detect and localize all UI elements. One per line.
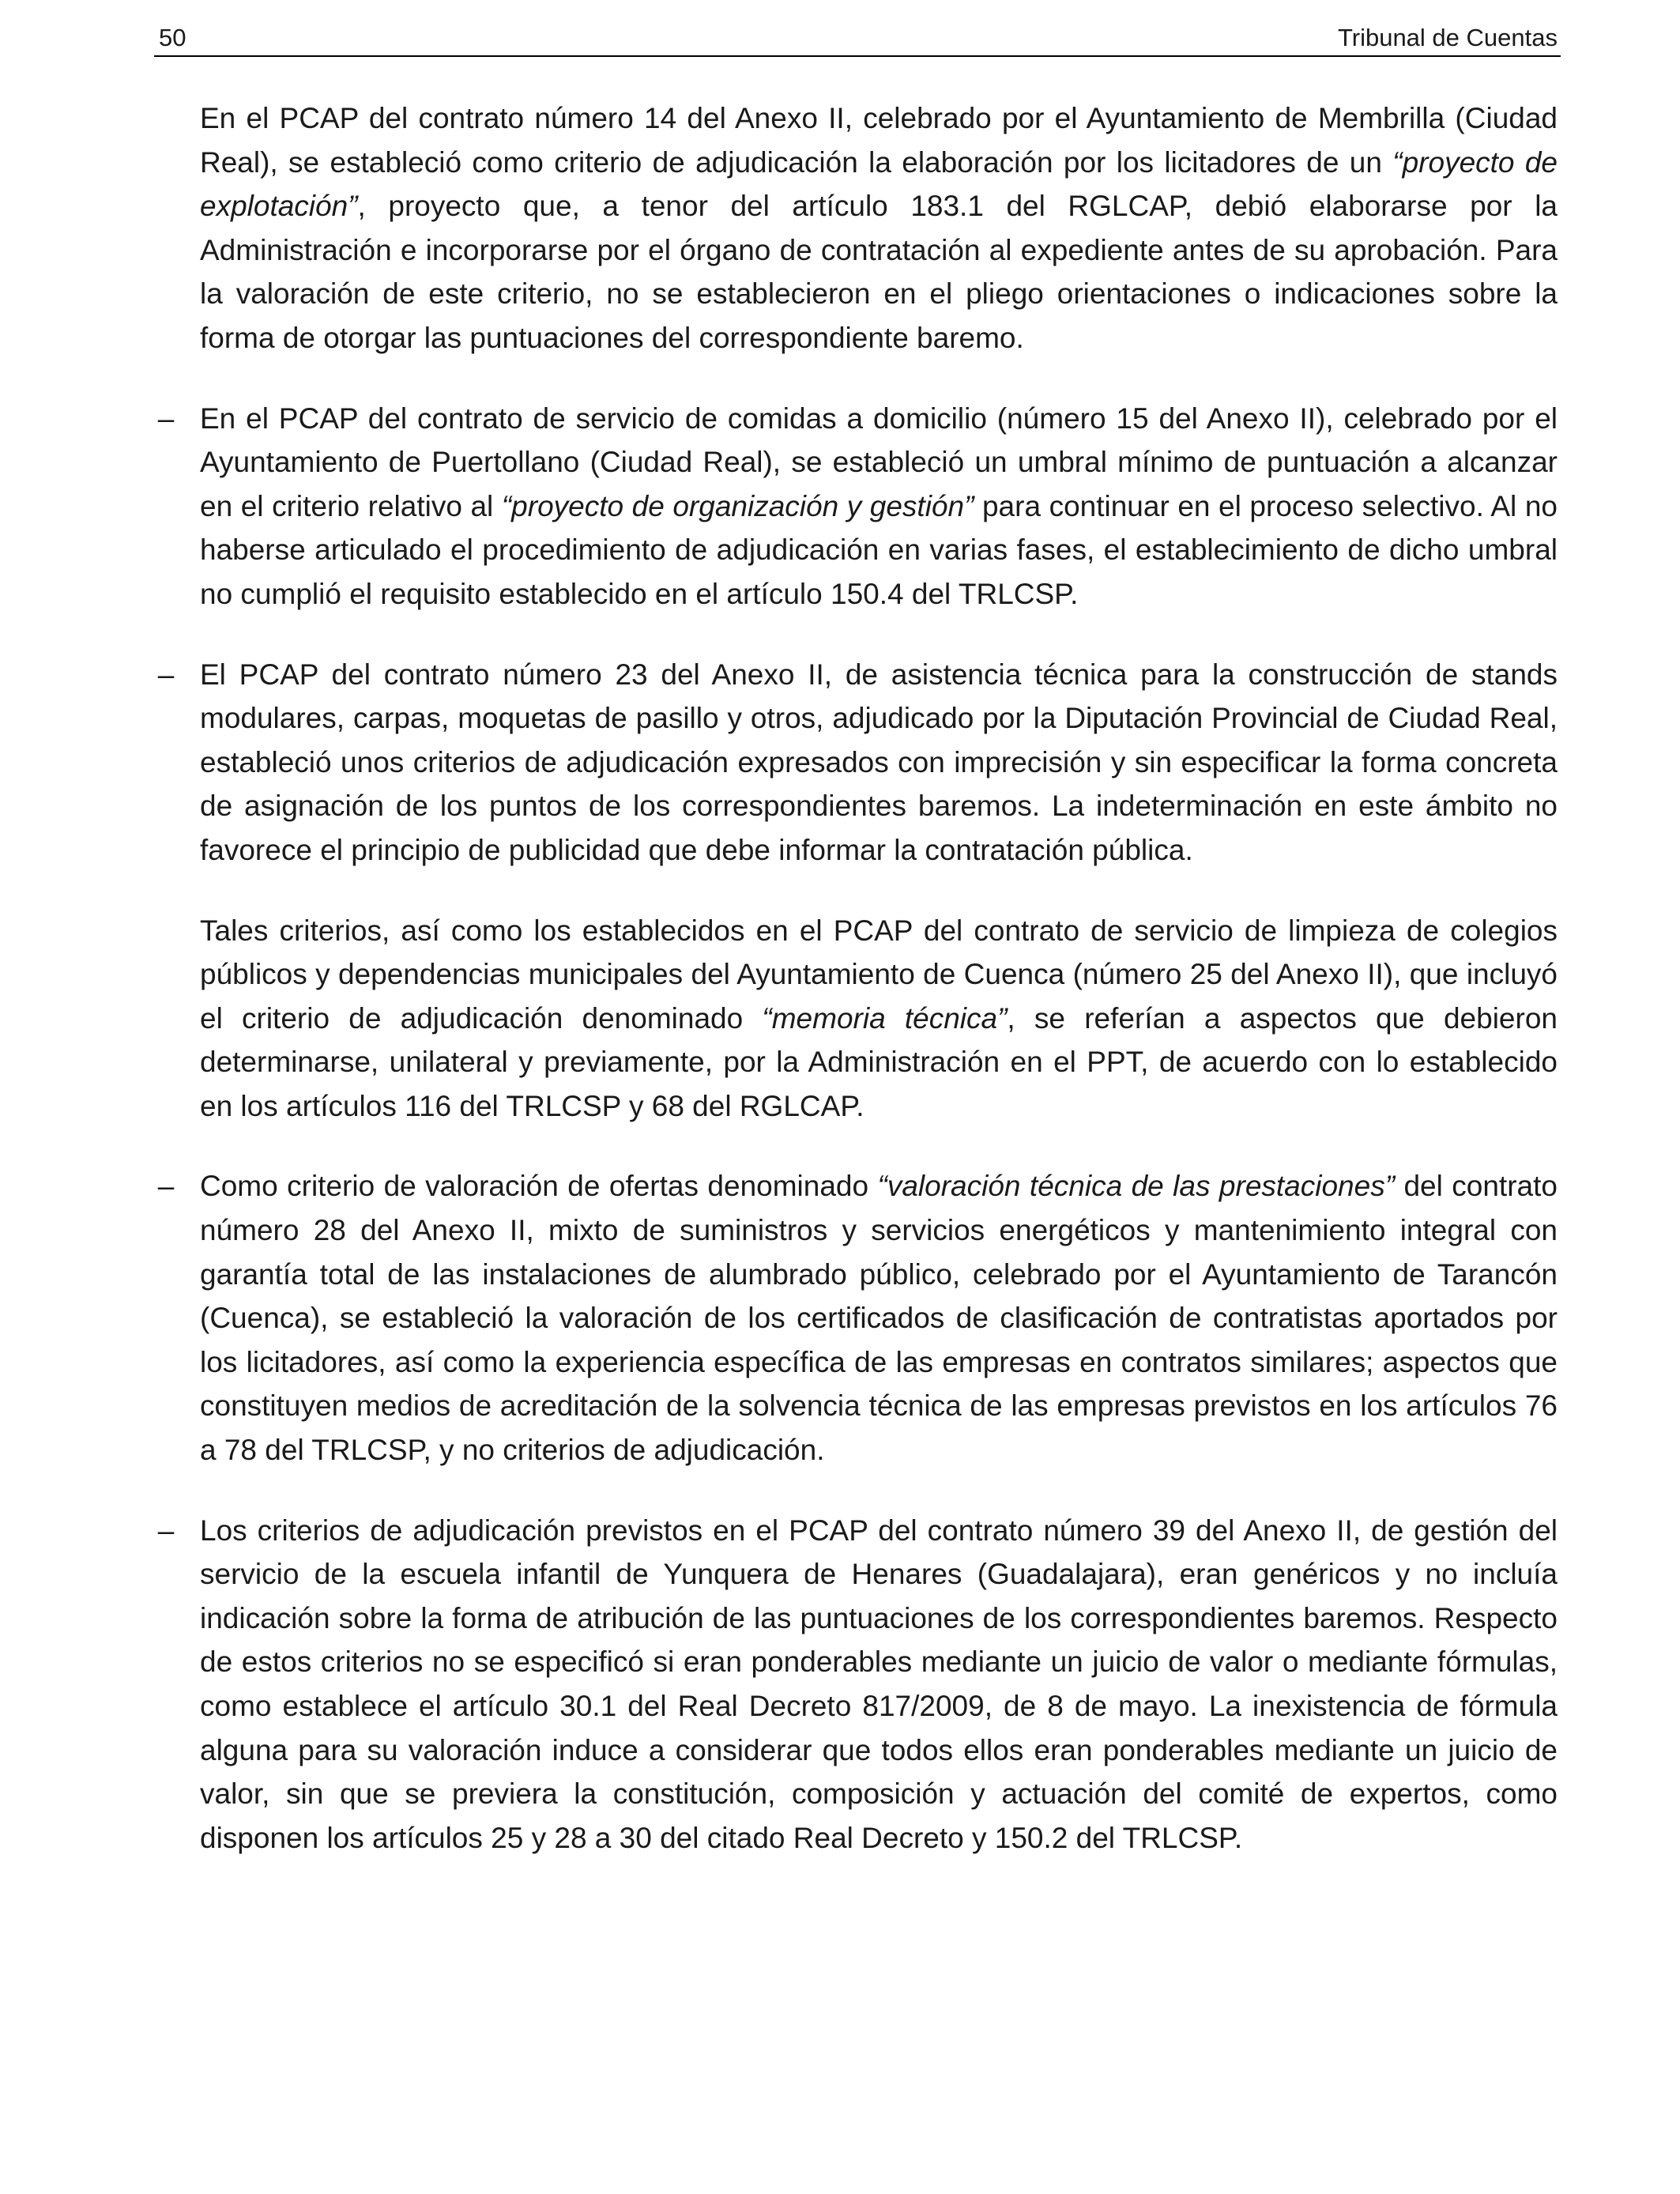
paragraph-text: Como criterio de valoración de ofertas denominado (200, 1170, 878, 1203)
paragraph-membrilla (200, 96, 1558, 360)
quoted-term: “memoria técnica” (762, 1001, 1008, 1035)
bullet-item-tarancon (157, 1164, 1558, 1472)
paragraph-text: En el PCAP del contrato de servicio de comidas a domicilio (número 15 del Anexo II), celebrado por el Ayuntamiento de Puertollano (Ciudad Real), se estableció un umbral mínimo de puntuación a alcanzar en el criterio relativo al (200, 401, 1558, 522)
document-body (157, 96, 1558, 1896)
paragraph-text: En el PCAP del contrato número 14 del Anexo II, celebrado por el Ayuntamiento de Membrilla (Ciudad Real), se estableció como criterio de adjudicación la elaboración por los licitadores de un (200, 102, 1558, 179)
paragraph-cuenca (200, 909, 1558, 1129)
quoted-term: “proyecto de explotación” (200, 145, 1558, 223)
paragraph-text: del contrato número 28 del Anexo II, mixto de suministros y servicios energéticos y mantenimiento integral con garantía total de las instalaciones de alumbrado público, celebrado por el Ayuntamiento de Tarancón (Cuenca), se estableció la valoración de los certificados de clasificación de contratistas aportados por los licitadores, así como la experiencia específica de las empresas en contratos similares; aspectos que constituyen medios de acreditación de la solvencia técnica de las empresas previstos en los artículos 76 a 78 del TRLCSP, y no criterios de adjudicación. (200, 1170, 1558, 1467)
dash-bullet: – (157, 658, 175, 691)
page-header (154, 22, 1561, 57)
dash-bullet: – (157, 1170, 175, 1203)
paragraph-text: Tales criterios, así como los establecidos en el PCAP del contrato de servicio de limpieza de colegios públicos y dependencias municipales del Ayuntamiento de Cuenca (número 25 del Anexo II), que incluyó el criterio de adjudicación denominado (200, 914, 1558, 1035)
quoted-term: “proyecto de organización y gestión” (501, 489, 974, 522)
dash-bullet: – (157, 401, 175, 435)
paragraph-text: para continuar en el proceso selectivo. Al no haberse articulado el procedimiento de adjudicación en varias fases, el establecimiento de dicho umbral no cumplió el requisito establecido en el artículo 150.4 del TRLCSP. (200, 489, 1558, 610)
bullet-item-yunquera (157, 1509, 1558, 1860)
running-title: Tribunal de Cuentas (1337, 24, 1558, 51)
paragraph-text: Los criterios de adjudicación previstos en el PCAP del contrato número 39 del Anexo II, de gestión del servicio de la escuela infantil de Yunquera de Henares (Guadalajara), eran genéricos y no incluía indicación sobre la forma de atribución de las puntuaciones de los correspondientes baremos. Respecto de estos criterios no se especificó si eran ponderables mediante un juicio de valor o mediante fórmulas, como establece el artículo 30.1 del Real Decreto 817/2009, de 8 de mayo. La inexistencia de fórmula alguna para su valoración induce a considerar que todos ellos eran ponderables mediante un juicio de valor, sin que se previera la constitución, composición y actuación del comité de expertos, como disponen los artículos 25 y 28 a 30 del citado Real Decreto y 150.2 del TRLCSP. (200, 1514, 1558, 1854)
bullet-item-diputacion (157, 653, 1558, 873)
bullet-item-puertollano (157, 397, 1558, 616)
paragraph-text: , se referían a aspectos que debieron determinarse, unilateral y previamente, por la Administración en el PPT, de acuerdo con lo establecido en los artículos 116 del TRLCSP y 68 del RGLCAP. (200, 1001, 1558, 1122)
paragraph-text: El PCAP del contrato número 23 del Anexo II, de asistencia técnica para la construcción de stands modulares, carpas, moquetas de pasillo y otros, adjudicado por la Diputación Provincial de Ciudad Real, estableció unos criterios de adjudicación expresados con imprecisión y sin especificar la forma concreta de asignación de los puntos de los correspondientes baremos. La indeterminación en este ámbito no favorece el principio de publicidad que debe informar la contratación pública. (200, 658, 1558, 866)
dash-bullet: – (157, 1514, 175, 1547)
page-number: 50 (159, 24, 186, 51)
paragraph-text: , proyecto que, a tenor del artículo 183.1 del RGLCAP, debió elaborarse por la Administración e incorporarse por el órgano de contratación al expediente antes de su aprobación. Para la valoración de este criterio, no se establecieron en el pliego orientaciones o indicaciones sobre la forma de otorgar las puntuaciones del correspondiente baremo. (200, 190, 1558, 354)
quoted-term: “valoración técnica de las prestaciones” (877, 1170, 1396, 1203)
